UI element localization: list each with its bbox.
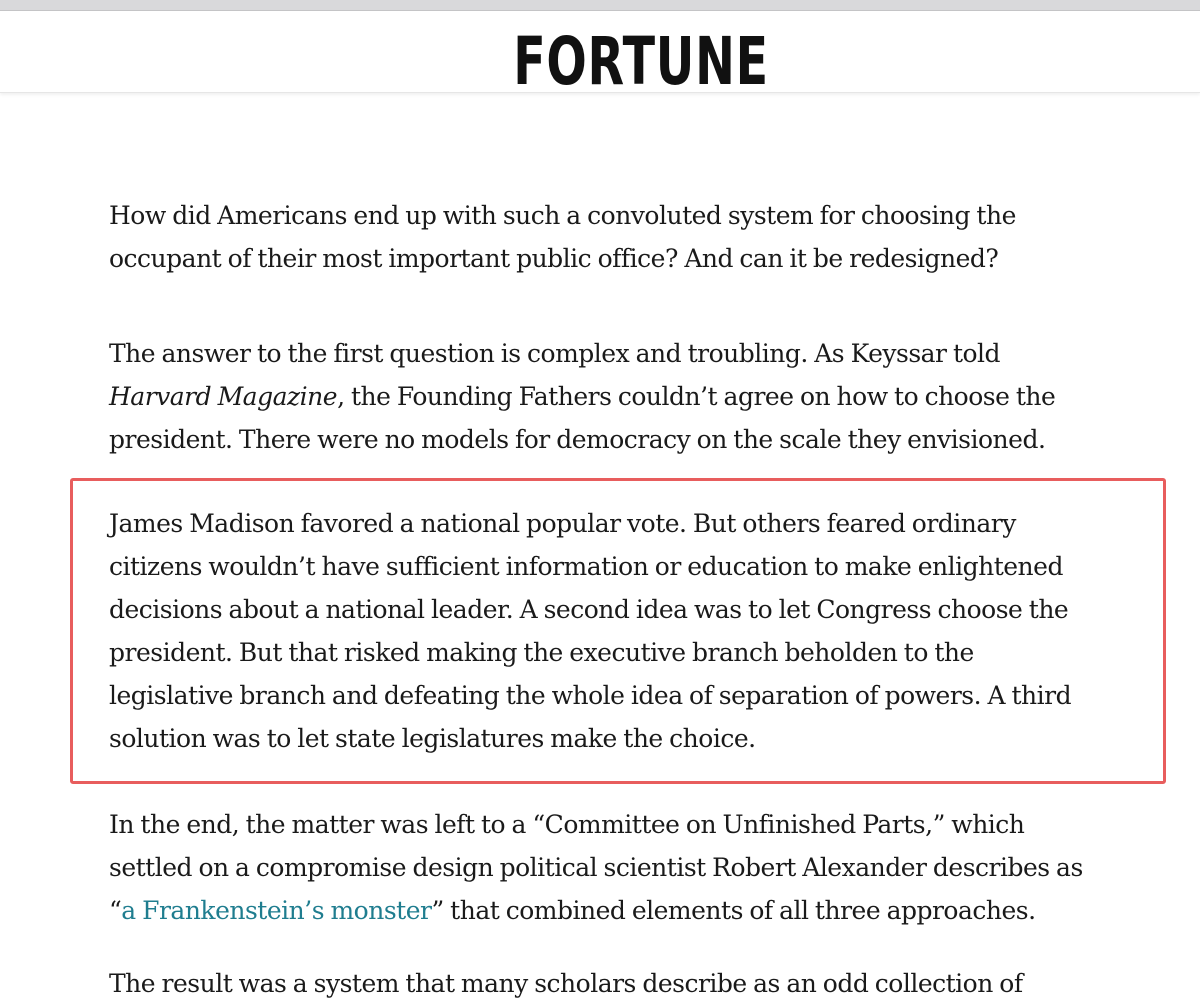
paragraph-line: president. There were no models for democracy on the scale they envisioned. xyxy=(109,425,1046,454)
paragraph-text: ” that combined elements of all three approaches. xyxy=(431,896,1036,925)
paragraph-1 xyxy=(109,194,1016,280)
paragraph-5-partial xyxy=(109,962,1023,998)
paragraph-line: occupant of their most important public office? And can it be redesigned? xyxy=(109,244,999,273)
publication-title: Harvard Magazine xyxy=(109,382,338,411)
paragraph-line xyxy=(109,375,1055,418)
paragraph-line: The answer to the first question is complex and troubling. As Keyssar told xyxy=(109,339,1001,368)
frankenstein-monster-link[interactable]: a Frankenstein’s monster xyxy=(121,896,432,925)
paragraph-line: James Madison favored a national popular vote. But others feared ordinary xyxy=(109,509,1016,538)
paragraph-text: , the Founding Fathers couldn’t agree on how to choose the xyxy=(337,382,1056,411)
open-quote: “ xyxy=(109,896,122,925)
paragraph-line: In the end, the matter was left to a “Committee on Unfinished Parts,” which xyxy=(109,810,1025,839)
paragraph-line: citizens wouldn’t have sufficient information or education to make enlightened xyxy=(109,552,1063,581)
paragraph-4 xyxy=(109,803,1083,932)
paragraph-line: solution was to let state legislatures make the choice. xyxy=(109,724,756,753)
paragraph-line: legislative branch and defeating the whole idea of separation of powers. A third xyxy=(109,681,1072,710)
paragraph-line: settled on a compromise design political scientist Robert Alexander describes as xyxy=(109,853,1083,882)
paragraph-line xyxy=(109,889,1083,932)
paragraph-line: decisions about a national leader. A second idea was to let Congress choose the xyxy=(109,595,1069,624)
paragraph-line-cut-off: The result was a system that many scholars describe as an odd collection of xyxy=(109,969,1023,998)
paragraph-line: How did Americans end up with such a convoluted system for choosing the xyxy=(109,201,1016,230)
fortune-logo[interactable]: FORTUNE xyxy=(513,23,769,100)
paragraph-2 xyxy=(109,332,1055,461)
highlight-annotation-box xyxy=(70,478,1166,784)
paragraph-line: president. But that risked making the executive branch beholden to the xyxy=(109,638,974,667)
